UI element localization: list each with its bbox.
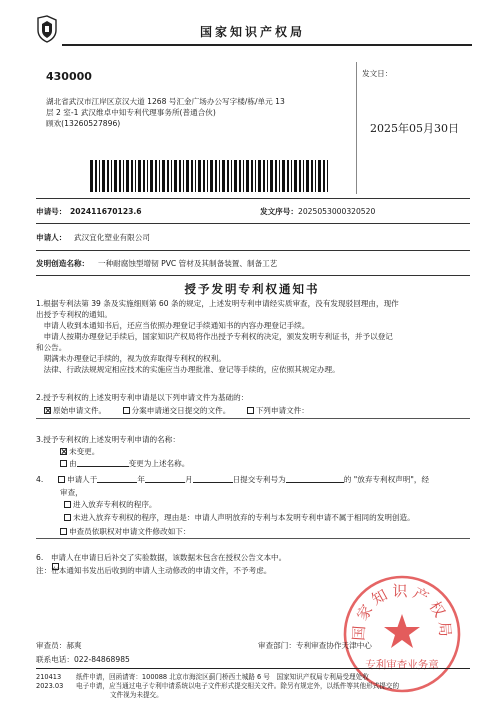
s3-opt2-to: 变更为上述名称。 — [128, 459, 190, 468]
s4-opt3-label: 申查员依职权对申请文件修改如下： — [69, 527, 191, 536]
s3-blank — [77, 458, 129, 467]
amendment-box — [36, 538, 470, 539]
files-list-box — [36, 418, 470, 419]
s4-waiver-text: 的 "放弃专利权声明"，经 — [343, 475, 430, 484]
doc-serial-label: 发文序号： — [260, 207, 298, 216]
address-line-1: 湖北省武汉市江岸区京汉大道 1268 号汇金广场办公写字楼/栋/单元 13 — [46, 97, 285, 106]
phone-label: 联系电话： — [36, 655, 74, 664]
p1-line-7: 法律、行政法规规定相应技术的实施应当办理批准、登记等手续的，应依照其规定办理。 — [36, 365, 340, 374]
s6-line — [36, 552, 286, 563]
s4-applicant-on: 申请人于 — [67, 475, 98, 484]
checkbox-original-files[interactable] — [44, 407, 51, 414]
s2-opt2-label: 分案申请递交日提交的文件。 — [131, 406, 231, 415]
s4-blank-day — [193, 474, 233, 483]
checkbox-waiver[interactable] — [58, 476, 65, 483]
s4-opt2-label: 未进入放弃专利权的程序，理由是：申请人声明放弃的专利与本发明专利申请不属于相同的发明创造。 — [73, 513, 415, 522]
section-2-title: 2.授予专利权的上述发明专利申请是以下列申请文件为基础的： — [36, 393, 249, 402]
footer-rule — [36, 668, 470, 669]
s4-option-3 — [60, 526, 191, 537]
s2-opt3-label: 下列申请文件： — [255, 406, 309, 415]
examiner-name: 郝爽 — [66, 641, 82, 650]
s2-opt1-label: 原始申请文件。 — [53, 406, 107, 415]
section-3-title: 3.授予专利权的上述发明专利申请的名称： — [36, 435, 180, 444]
s6-text: 6. 申请人在申请日后补交了实验数据，该数据未包含在授权公告文本中。 — [36, 553, 287, 562]
invention-name: 一种耐腐蚀型增韧 PVC 管材及其制备装置、制备工艺 — [98, 259, 278, 268]
application-no-label: 申请号： — [36, 207, 67, 216]
s3-option-2 — [60, 458, 189, 469]
phone-line — [36, 654, 130, 665]
section-2-options — [44, 405, 309, 416]
note-line-2: 电子申请，应当通过电子专利申请系统以电子文件形式提交相关文件。除另有规定外，以纸件等其他形式提交的 — [76, 682, 400, 690]
s4-year: 年 — [137, 475, 145, 484]
examiner-label: 审查员： — [36, 641, 67, 650]
s4-blank-month — [145, 474, 185, 483]
office-name: 国家知识产权局 — [200, 25, 306, 39]
p1-line-5: 和公告。 — [36, 343, 67, 352]
barcode — [90, 160, 332, 192]
dept-label: 审查部门： — [258, 641, 296, 650]
s7-note: 注：在本通知书发出后收到的申请人主动修改的申请文件，不予考虑。 — [36, 566, 272, 575]
s4-blank-year — [97, 474, 137, 483]
section-1 — [36, 298, 399, 375]
application-no: 202411670123.6 — [70, 207, 142, 216]
p1-line-2: 出授予专利权的通知。 — [36, 310, 112, 319]
form-code-2: 2023.03 — [36, 682, 64, 690]
applicant-label: 申请人： — [36, 233, 67, 242]
info-rule-3 — [36, 275, 470, 276]
footer-notes — [76, 673, 399, 700]
s4-day: 日提交专利号为 — [232, 475, 286, 484]
dept-name: 专利审查协作天津中心 — [295, 641, 372, 650]
applicant: 武汉宜化塑业有限公司 — [74, 233, 150, 242]
checkbox-divisional-files[interactable] — [123, 407, 130, 414]
invention-label: 发明创造名称： — [36, 259, 90, 268]
phone-number: 022-84868985 — [73, 655, 130, 664]
address-line-2: 层 2 室-1 武汉维卓中知专利代理事务所(普通合伙) — [46, 108, 216, 117]
s4-review: 审查， — [60, 488, 83, 497]
s4-month: 月 — [184, 475, 193, 484]
postal-code: 430000 — [46, 70, 92, 83]
p1-line-4: 申请人按期办理登记手续后，国家知识产权局将作出授予专利权的决定，颁发发明专利证书，并予以登记 — [36, 332, 393, 341]
s4-line — [58, 474, 429, 485]
info-rule-1 — [36, 223, 470, 224]
recipient-address — [46, 96, 285, 129]
checkbox-name-changed[interactable] — [60, 460, 67, 467]
notice-title: 授予发明专利权通知书 — [184, 282, 320, 296]
s4-opt1-label: 进入放弃专利权的程序。 — [73, 500, 157, 509]
examiner-line — [36, 640, 82, 651]
info-rule-top — [36, 198, 470, 199]
checkbox-name-unchanged[interactable] — [60, 448, 67, 455]
s4-option-2 — [64, 512, 415, 523]
s3-opt2-from: 由 — [69, 459, 77, 468]
doc-serial: 2025053000320520 — [298, 207, 376, 216]
send-date: 2025年05月30日 — [370, 122, 459, 135]
p1-line-6: 期满未办理登记手续的，视为放弃取得专利权的权利。 — [36, 354, 226, 363]
p1-line-1: 1.根据专利法第 39 条及实施细则第 60 条的规定，上述发明专利申请经实质审查，没有发现驳回理由，现作 — [36, 299, 399, 308]
checkbox-examiner-amend[interactable] — [60, 528, 67, 535]
emblem-logo-icon — [34, 14, 60, 44]
date-panel-divider — [356, 62, 357, 194]
note-line-3: 文件视为未提交。 — [110, 691, 163, 699]
s3-option-1 — [60, 446, 99, 457]
checkbox-not-enter-waiver[interactable] — [64, 514, 71, 521]
checkbox-enter-waiver[interactable] — [64, 501, 71, 508]
svg-text:专利审查业务章: 专利审查业务章 — [365, 659, 439, 671]
form-code-1: 210413 — [36, 673, 62, 681]
s4-option-1 — [64, 499, 157, 510]
s3-opt1-label: 未变更。 — [69, 447, 100, 456]
s4-blank-patent — [286, 474, 344, 483]
note-line-1: 纸件申请，回函请寄：100088 北京市海淀区蓟门桥西土城路 6 号 国家知识产权局专利局受理处收 — [76, 673, 369, 681]
address-line-3: 顾欢(13260527896) — [46, 119, 121, 128]
header-rule — [62, 44, 472, 46]
dept-line — [258, 640, 372, 651]
info-rule-2 — [36, 250, 470, 251]
checkbox-following-files[interactable] — [247, 407, 254, 414]
s4-number: 4. — [36, 475, 44, 484]
svg-text:国家知识产权局: 国家知识产权局 — [349, 582, 455, 642]
p1-line-3: 申请人收到本通知书后，还应当依照办理登记手续通知书的内容办理登记手续。 — [36, 321, 310, 330]
send-date-label: 发文日： — [362, 69, 393, 78]
